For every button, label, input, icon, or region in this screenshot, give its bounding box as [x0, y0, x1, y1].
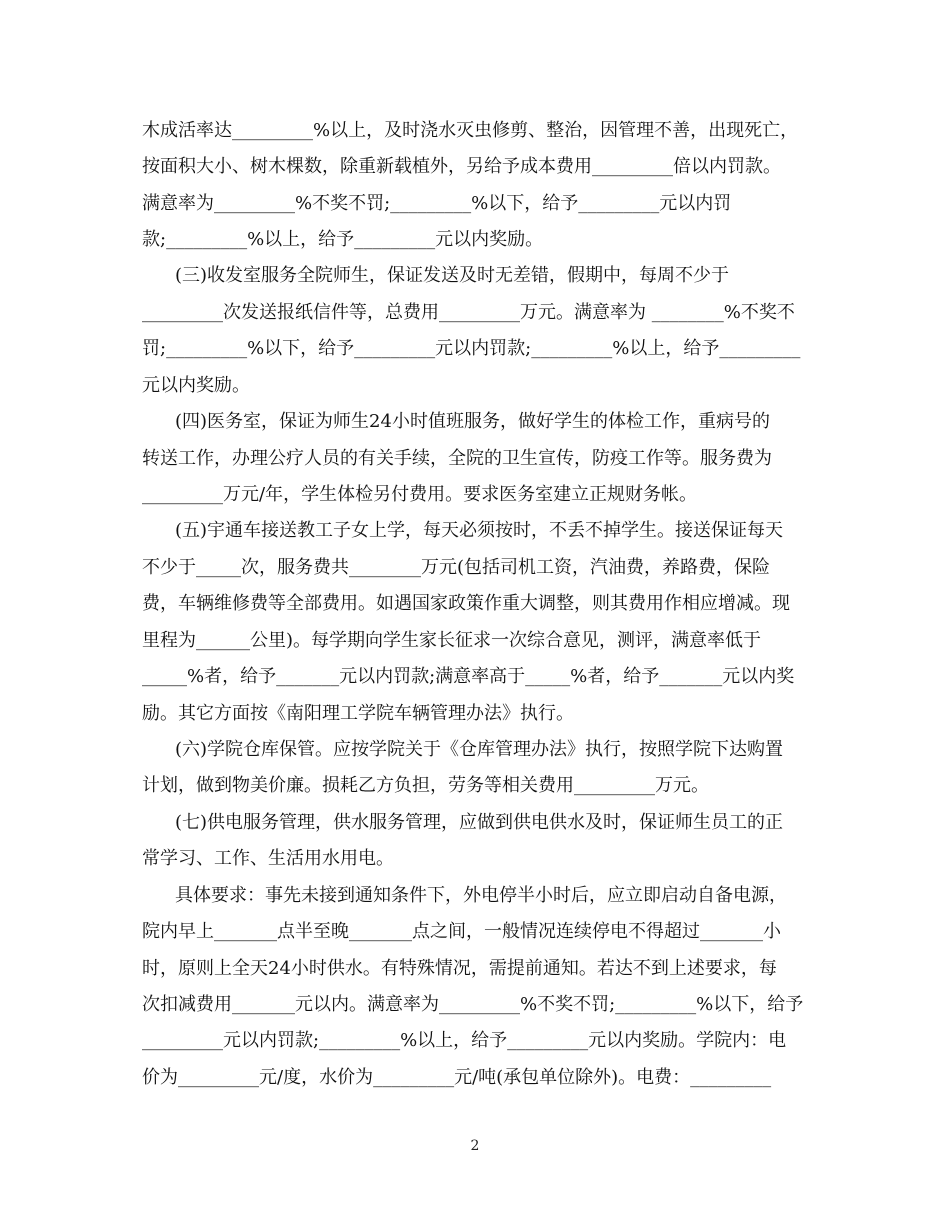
- paragraph-start: (六)学院仓库保管。应按学院关于《仓库管理办法》执行，按照学院下达购置: [175, 739, 784, 760]
- text-line: 常学习、工作、生活用水用电。: [142, 848, 394, 869]
- text-line: 款;_________%以上，给予_________元以内奖励。: [142, 229, 544, 250]
- text-line: 里程为______公里)。每学期向学生家长征求一次综合意见，测评，满意率低于: [142, 630, 762, 651]
- text-line: 木成活率达_________%以上，及时浇水灭虫修剪、整治，因管理不善，出现死亡，: [142, 120, 799, 141]
- text-line: 计划，做到物美价廉。损耗乙方负担，劳务等相关费用_________万元。: [142, 775, 709, 796]
- text-line: 满意率为_________%不奖不罚;_________%以下，给予_________元以内罚: [142, 193, 732, 214]
- paragraph-start: 具体要求：事先未接到通知条件下，外电停半小时后，应立即启动自备电源，: [175, 885, 787, 906]
- paragraph-start: (五)宇通车接送教工子女上学，每天必须按时，不丢不掉学生。接送保证每天: [175, 520, 784, 541]
- text-line: 励。其它方面按《南阳理工学院车辆管理办法》执行。: [142, 703, 574, 724]
- text-line: 次扣减费用_______元以内。满意率为_________%不奖不罚;_________%以下，给予: [142, 994, 804, 1015]
- text-line: _________万元/年，学生体检另付费用。要求医务室建立正规财务帐。: [142, 484, 698, 505]
- text-line: 费，车辆维修费等全部费用。如遇国家政策作重大调整，则其费用作相应增减。现: [142, 593, 790, 614]
- text-line: 罚;_________%以下，给予_________元以内罚款;_________%以上，给予_________: [142, 338, 801, 359]
- text-line: 不少于_____次，服务费共________万元(包括司机工资，汽油费，养路费，保险: [142, 557, 771, 578]
- text-line: 元以内奖励。: [142, 375, 250, 396]
- text-line: _________次发送报纸信件等，总费用_________万元。满意率为 ________%不奖不: [142, 302, 795, 323]
- text-line: 按面积大小、树木棵数，除重新载植外，另给予成本费用_________倍以内罚款。: [142, 156, 781, 177]
- text-line: 价为_________元/度，水价为_________元/吨(承包单位除外)。电费：_________: [142, 1067, 772, 1088]
- text-line: _____%者，给予_______元以内罚款;满意率高于_____%者，给予_______元以内奖: [142, 666, 795, 687]
- text-line: 转送工作，办理公疗人员的有关手续，全院的卫生宣传，防疫工作等。服务费为: [142, 448, 772, 469]
- text-line: 院内早上_______点半至晚_______点之间，一般情况连续停电不得超过_______小: [142, 921, 781, 942]
- page-number: 2: [470, 1138, 480, 1154]
- paragraph-start: (四)医务室，保证为师生24小时值班服务，做好学生的体检工作，重病号的: [175, 411, 770, 432]
- text-line: _________元以内罚款;_________%以上，给予_________元以内奖励。学院内：电: [142, 1030, 787, 1051]
- text-line: 时，原则上全天24小时供水。有特殊情况，需提前通知。若达不到上述要求，每: [142, 958, 777, 979]
- paragraph-start: (七)供电服务管理，供水服务管理，应做到供电供水及时，保证师生员工的正: [175, 812, 784, 833]
- paragraph-start: (三)收发室服务全院师生，保证发送及时无差错，假期中，每周不少于: [175, 265, 730, 286]
